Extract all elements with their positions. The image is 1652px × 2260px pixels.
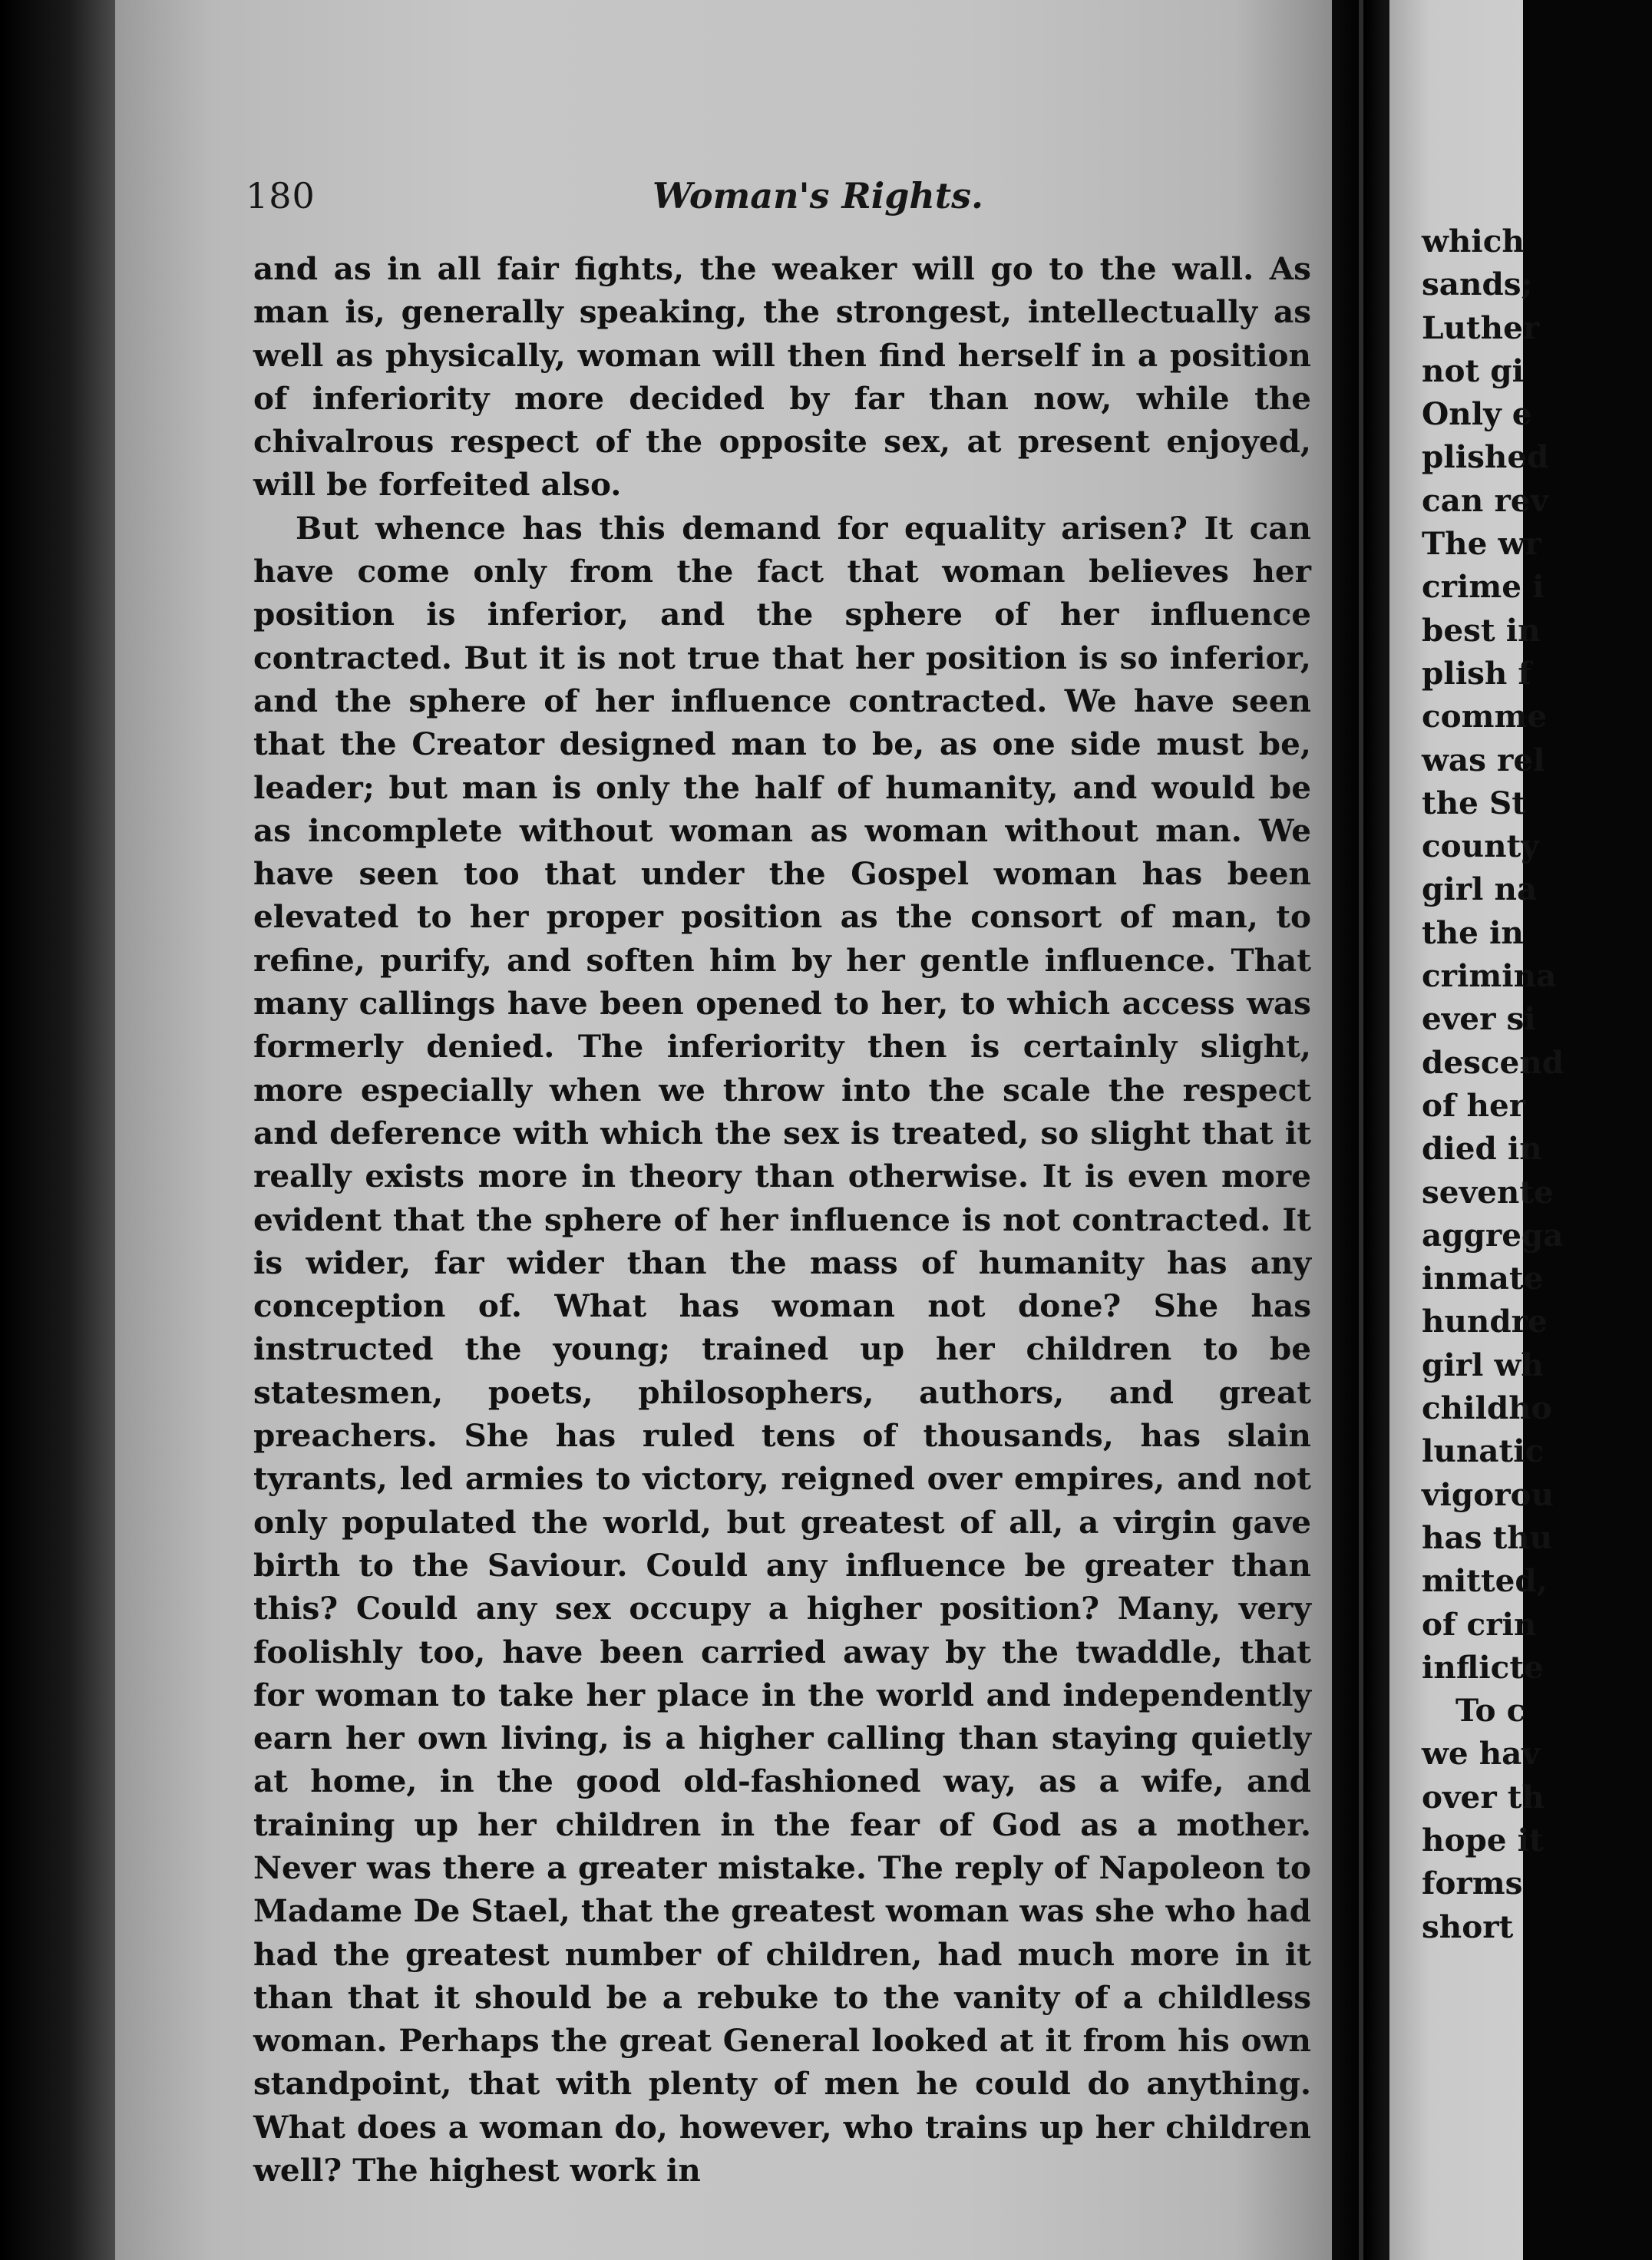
right-line: crime i [1422,568,1545,606]
right-line: inmate [1422,1260,1544,1297]
right-page-fragments [1422,220,1652,1948]
right-line: hundre [1422,1303,1548,1340]
left-page-body [253,247,1311,2192]
right-line: ever si [1422,1000,1536,1038]
page-number: 180 [246,175,316,216]
right-line: Luther [1422,309,1540,346]
right-line: comme [1422,698,1548,735]
right-line: sands; [1422,266,1533,303]
right-line: crimina [1422,957,1557,995]
right-line: of crin [1422,1605,1537,1643]
right-line: girl na [1422,871,1538,908]
right-line: hope it [1422,1821,1544,1859]
right-line: descend [1422,1043,1564,1081]
right-line: which [1422,223,1525,259]
page-header [246,175,1320,229]
right-line: plish f [1422,654,1531,692]
paragraph-continued: and as in all fair fights, the weaker will go to the wall. As man is, generally speaking, the strongest, intellectually as well as physically, woman will then find herself in a position of inferiority more decided by far than now, while the chivalrous respect of the opposite sex, at present enjoyed, will be forfeited also. [253,250,1311,504]
right-line: was rel [1422,741,1545,778]
right-line: county [1422,828,1539,865]
running-title: Woman's Rights. [653,175,983,216]
right-line: plished [1422,438,1549,476]
right-line: vigorou [1422,1475,1555,1513]
right-line: aggrega [1422,1216,1564,1254]
right-line: we hav [1422,1735,1540,1773]
right-line: sevente [1422,1173,1554,1211]
right-line: short [1422,1908,1514,1945]
left-margin-shadow [0,0,115,2260]
right-line: best in [1422,611,1541,649]
right-line: can rev [1422,481,1549,519]
right-line: forms [1422,1865,1523,1902]
right-line: lunatic [1422,1432,1545,1470]
right-line: the St [1422,784,1526,821]
right-line: The wr [1422,525,1541,563]
right-line: of her [1422,1086,1526,1124]
right-line: childho [1422,1389,1552,1427]
paragraph-equality: But whence has this demand for equality arisen? It can have come only from the fact that woman believes her position is inferior, and the sphere of her influence contracted. But it is not true that her position is so inferior, and the sphere of her influence contracted. We have seen that the Creator designed man to be, as one side must be, leader; but man is only the half of humanity, and would be as incomplete without woman as woman without man. We have seen too that under the Gospel woman has been elevated to her proper position as the consort of man, to refine, purify, and soften him by her gentle influence. That many callings have been opened to her, to which access was formerly denied. The inferiority then is certainly slight, more especially when we throw into the scale the respect and deference with which the sex is treated, so slight that it really exists more in theory than otherwise. It is even more evident that the sphere of her influence is not contracted. It is wider, far wider than the mass of humanity has any conception of. What has woman not done? She has instructed the young; trained up her children to be statesmen, poets, philosophers, authors, and great preachers. She has ruled tens of thousands, has slain tyrants, led armies to victory, reigned over empires, and not only populated the world, but greatest of all, a virgin gave birth to the Saviour. Could any influence be greater than this? Could any sex occupy a higher position? Many, very foolishly too, have been carried away by the twaddle, that for woman to take her place in the world and independently earn her own living, is a higher calling than staying quietly at home, in the good old-fashioned way, as a wife, and training up her children in the fear of God as a mother. Never was there a greater mistake. The reply of Napoleon to Madame De Stael, that the greatest woman was she who had had the greatest number of children, had much more in it than that it should be a rebuke to the vanity of a childless woman. Perhaps the great General looked at it from his own standpoint, that with plenty of men he could do anything. What does a woman do, however, who trains up her children well? The highest work in [253,509,1311,2189]
right-line: To c [1455,1692,1526,1730]
gutter-fold [1359,0,1363,2260]
right-line: over th [1422,1778,1545,1816]
right-line: died in [1422,1130,1542,1168]
right-line: the in [1422,914,1524,951]
right-line: has thu [1422,1518,1553,1556]
right-line: not gi [1422,352,1524,389]
right-line: Only e [1422,395,1532,433]
right-line: mitted, [1422,1562,1548,1600]
right-line: inflicte [1422,1648,1544,1686]
right-line: girl wh [1422,1346,1544,1383]
